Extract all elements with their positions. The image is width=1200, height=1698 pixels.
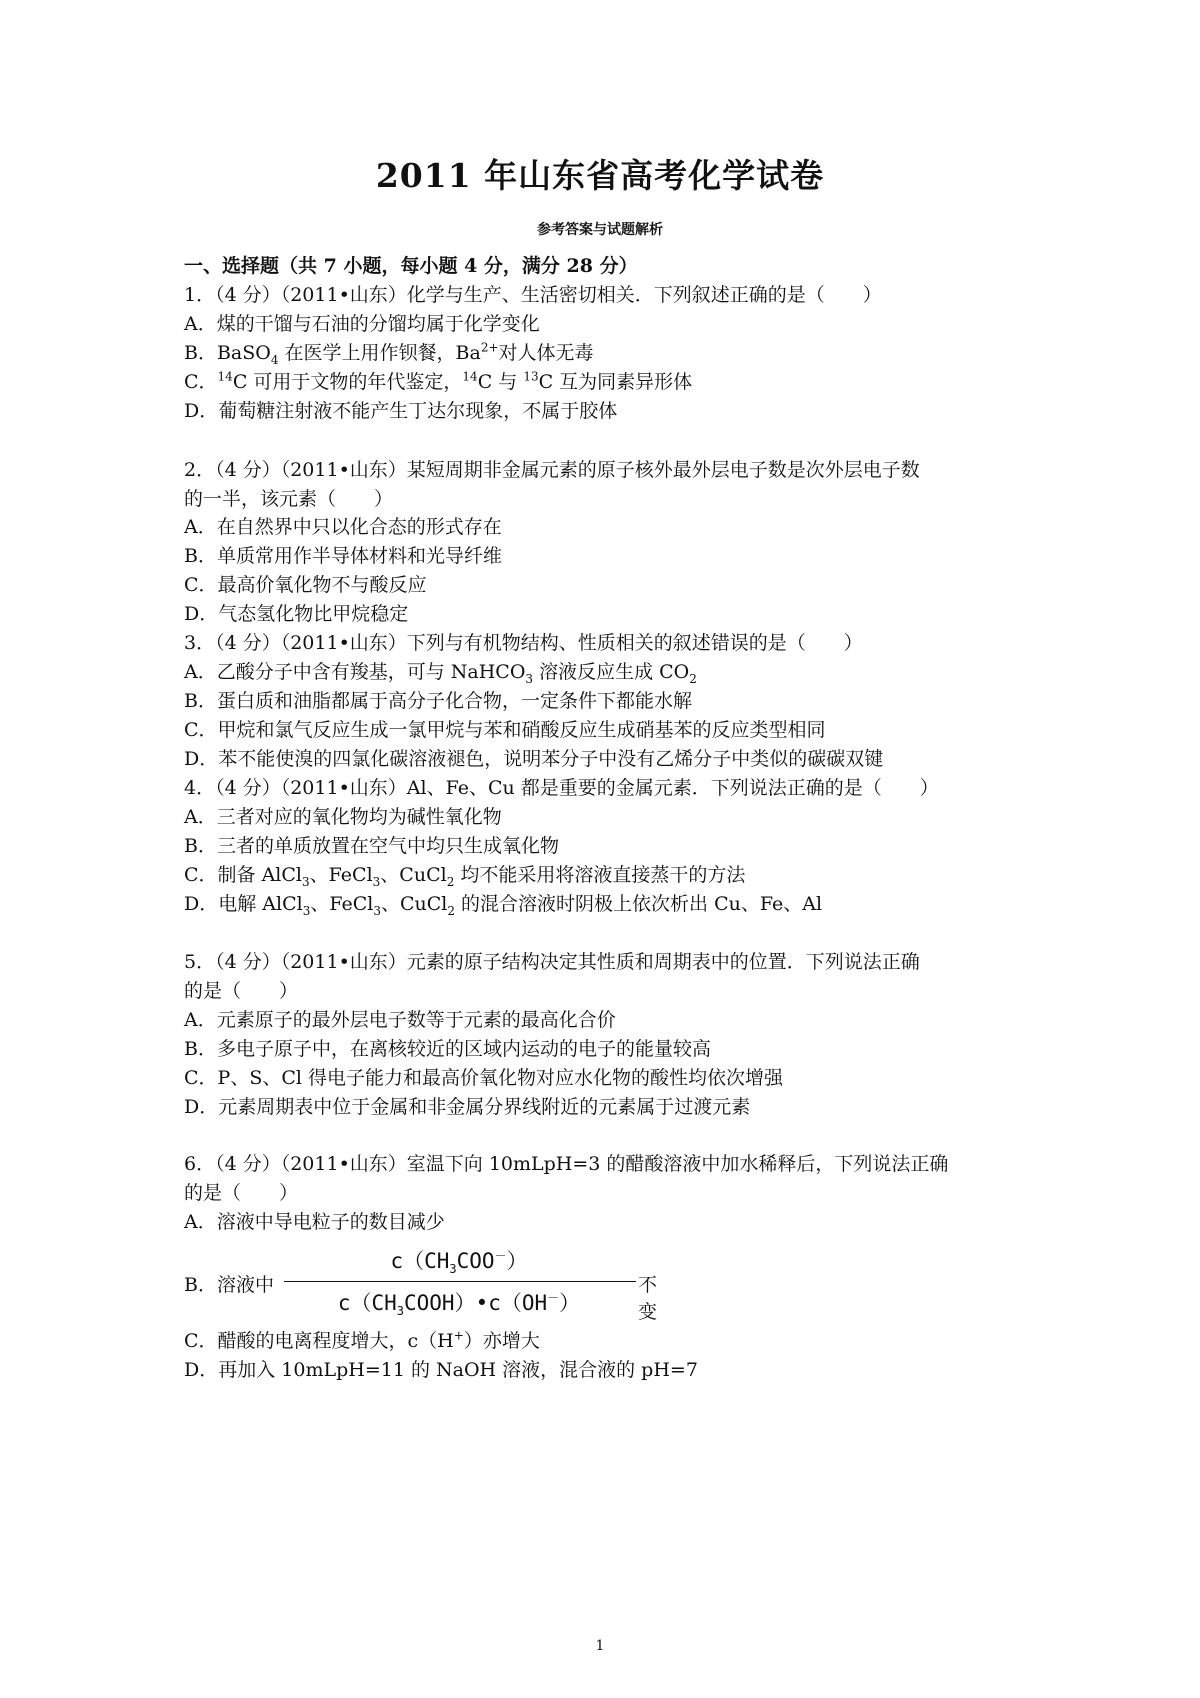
question-6-option-c: C．醋酸的电离程度增大，c（H+）亦增大: [184, 1328, 540, 1352]
question-1-option-c: C．$^{14}$C 可用于文物的年代鉴定，$^{14}$C 与 $^{13}$C 互为同素异形体: [184, 369, 693, 393]
question-3-stem: 3．（4 分）（2011•山东）下列与有机物结构、性质相关的叙述错误的是（ ）: [184, 632, 863, 654]
question-2-option-c: C．最高价氧化物不与酸反应: [184, 574, 427, 596]
question-5-stem-line-2: 的是（ ）: [184, 980, 299, 1002]
question-5-stem-line-1: 5．（4 分）（2011•山东）元素的原子结构决定其性质和周期表中的位置．下列说法正确: [184, 951, 920, 973]
question-4-option-a: A．三者对应的氧化物均为碱性氧化物: [184, 806, 502, 828]
question-6-stem-line-1: 6．（4 分）（2011•山东）室温下向 10mLpH=3 的醋酸溶液中加水稀释后，下列说法正确: [184, 1153, 949, 1175]
question-5-option-d: D．元素周期表中位于金属和非金属分界线附近的元素属于过渡元素: [184, 1096, 751, 1118]
question-1-option-b: B．BaSO$_4$ 在医学上用作钡餐，$Ba^{2+}$对人体无毒: [184, 340, 594, 367]
question-3-option-d: D．苯不能使溴的四氯化碳溶液褪色，说明苯分子中没有乙烯分子中类似的碳碳双键: [184, 748, 884, 770]
question-3-option-a: A．乙酸分子中含有羧基，可与 NaHCO$_3$ 溶液反应生成 $CO_2$: [184, 661, 697, 686]
question-4-stem: 4．（4 分）（2011•山东）Al、Fe、Cu 都是重要的金属元素．下列说法正确的是（ ）: [184, 777, 939, 799]
question-1-option-d: D．葡萄糖注射液不能产生丁达尔现象，不属于胶体: [184, 400, 618, 422]
section-heading: 一、选择题（共 7 小题，每小题 4 分，满分 28 分）: [184, 255, 638, 277]
question-6-option-b: [184, 1245, 658, 1323]
fraction-denominator: $c(CH_3COOH)•c(OH^-)$: [337, 1291, 581, 1319]
option-b-label: B．溶液中: [184, 1274, 274, 1296]
fraction-bar: [284, 1281, 636, 1282]
question-5-option-c: C．P、S、Cl 得电子能力和最高价氧化物对应水化物的酸性均依次增强: [184, 1067, 783, 1089]
page-subtitle: 参考答案与试题解析: [537, 222, 663, 238]
question-6-option-a: A．溶液中导电粒子的数目减少: [184, 1211, 445, 1233]
question-1-stem: 1．（4 分）（2011•山东）化学与生产、生活密切相关．下列叙述正确的是（ ）: [184, 284, 882, 306]
question-4-option-c: C．制备 AlCl$_3$、FeCl$_3$、CuCl$_2$ 均不能采用将溶液直接蒸干的方法: [184, 864, 746, 889]
question-2-stem-line-1: 2．（4 分）（2011•山东）某短周期非金属元素的原子核外最外层电子数是次外层电子数: [184, 459, 920, 481]
question-1-option-a: A．煤的干馏与石油的分馏均属于化学变化: [184, 313, 540, 335]
question-2-option-a: A．在自然界中只以化合态的形式存在: [184, 516, 502, 538]
question-3-option-c: C．甲烷和氯气反应生成一氯甲烷与苯和硝酸反应生成硝基苯的反应类型相同: [184, 719, 826, 741]
question-5-option-b: B．多电子原子中，在离核较近的区域内运动的电子的能量较高: [184, 1038, 711, 1060]
page-title: 2011 年山东省高考化学试卷: [375, 156, 825, 195]
question-3-option-b: B．蛋白质和油脂都属于高分子化合物，一定条件下都能水解: [184, 690, 692, 712]
question-2-stem-line-2: 的一半，该元素（ ）: [184, 488, 394, 510]
page-number: 1: [595, 1638, 605, 1654]
question-2-option-b: B．单质常用作半导体材料和光导纤维: [184, 545, 502, 567]
fraction-numerator: $c(CH_3COO^-)$: [390, 1249, 528, 1277]
option-b-tail: 不变: [638, 1274, 658, 1323]
question-6-stem-line-2: 的是（ ）: [184, 1182, 299, 1204]
question-5-option-a: A．元素原子的最外层电子数等于元素的最高化合价: [184, 1009, 616, 1031]
question-4-option-d: D．电解 AlCl$_3$、FeCl$_3$、CuCl$_2$ 的混合溶液时阴极上依次析出 Cu、Fe、Al: [184, 893, 823, 918]
question-4-option-b: B．三者的单质放置在空气中均只生成氧化物: [184, 835, 559, 857]
question-6-option-d: D．再加入 10mLpH=11 的 NaOH 溶液，混合液的 pH=7: [184, 1359, 698, 1381]
question-2-option-d: D．气态氢化物比甲烷稳定: [184, 603, 409, 625]
